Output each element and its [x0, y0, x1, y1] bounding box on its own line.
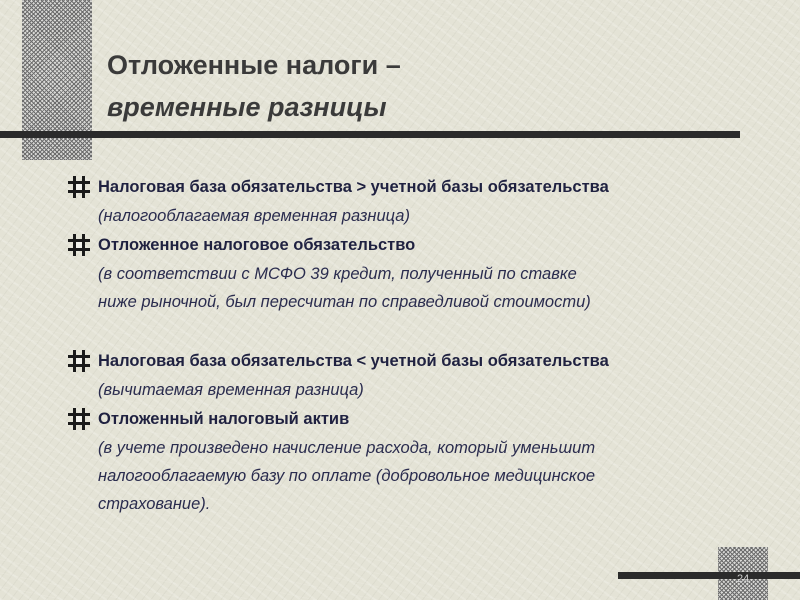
hash-square-icon: [68, 408, 90, 430]
footer-divider: [618, 572, 800, 579]
bullet-item: [68, 230, 758, 260]
bullet-item: [68, 404, 758, 434]
bullet-note: [68, 434, 758, 518]
bullet-note: [68, 202, 758, 230]
slide-title-line2: временные разницы: [107, 92, 387, 122]
bullet-note-line: (налогооблагаемая временная разница): [98, 207, 410, 225]
bullet-item: [68, 172, 758, 202]
slide-content: [68, 172, 758, 518]
page-number: 24: [737, 573, 750, 585]
bullet-note: [68, 376, 758, 404]
hash-square-icon: [68, 176, 90, 198]
bullet-item: [68, 346, 758, 376]
bullet-heading: Отложенное налоговое обязательство: [98, 236, 416, 254]
bullet-heading: Налоговая база обязательства > учетной базы обязательства: [98, 178, 609, 196]
bullet-note-line: (в соответствии с МСФО 39 кредит, полученный по ставке: [98, 265, 577, 283]
bullet-note-line: (вычитаемая временная разница): [98, 381, 364, 399]
bullet-heading: Налоговая база обязательства < учетной базы обязательства: [98, 352, 609, 370]
bullet-heading: Отложенный налоговый актив: [98, 410, 350, 428]
bullet-note-line: страхование).: [98, 495, 211, 513]
hash-square-icon: [68, 234, 90, 256]
title-divider: [0, 131, 740, 138]
hash-square-icon: [68, 350, 90, 372]
bullet-note-line: ниже рыночной, был пересчитан по справедливой стоимости): [98, 293, 591, 311]
bullet-note-line: налогооблагаемую базу по оплате (добровольное медицинское: [98, 467, 596, 485]
bullet-note-line: (в учете произведено начисление расхода, который уменьшит: [98, 439, 596, 457]
bullet-note: [68, 260, 758, 316]
slide-title: [107, 44, 401, 128]
slide-title-line1: Отложенные налоги –: [107, 50, 401, 80]
